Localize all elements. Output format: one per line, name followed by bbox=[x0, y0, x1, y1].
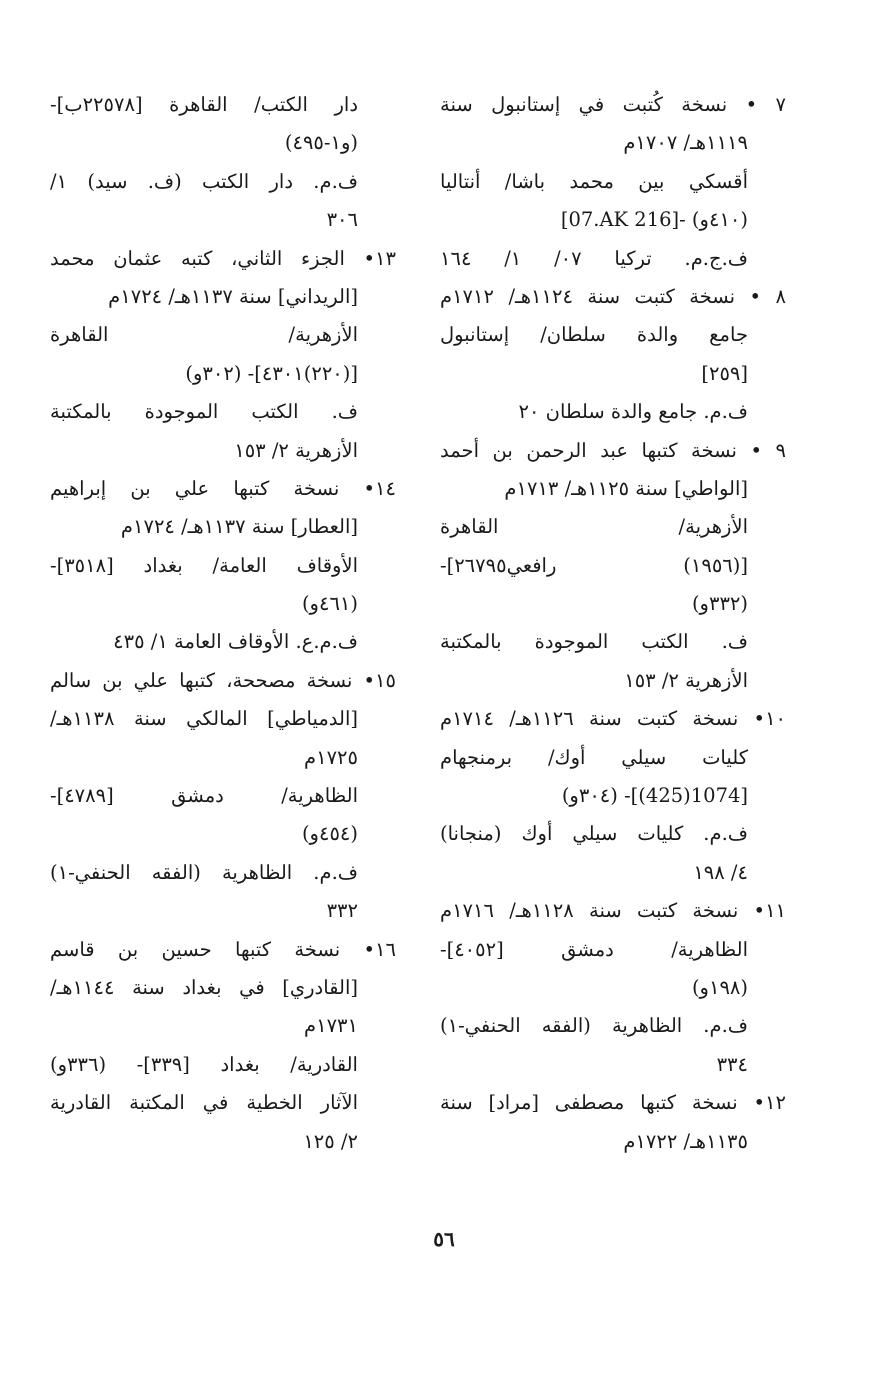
entry-line: ف.ج.م. تركيا ٠٧/ ١/ ١٦٤ bbox=[440, 246, 748, 270]
entry-line: ٣٠٦ bbox=[326, 208, 358, 232]
entry-line: ف.م. دار الكتب (ف. سيد) ١/ bbox=[50, 169, 358, 193]
entry-line: (١٩٨و) bbox=[691, 975, 748, 999]
entry-line: ف.م. الظاهرية (الفقه الحنفي-١) bbox=[440, 1014, 748, 1038]
entry-line: [(١٩٥٦) رافعي٢٦٧٩٥]- bbox=[440, 553, 748, 577]
entry-line: ٣٣٤ bbox=[716, 1052, 748, 1076]
manuscript-entry-7 bbox=[440, 86, 786, 278]
entry-line: ١١٣٥هـ/ ١٧٢٢م bbox=[623, 1129, 748, 1153]
entry-line: ١٧٢٥م bbox=[304, 745, 358, 769]
entry-line: ٧ • نسخة كُتبت في إستانبول سنة bbox=[440, 93, 786, 116]
entry-line: ١٠• نسخة كتبت سنة ١١٢٦هـ/ ١٧١٤م bbox=[440, 707, 787, 731]
entry-line: [1074(425)]- (٣٠٤و) bbox=[561, 784, 748, 808]
entry-line: ١١• نسخة كتبت سنة ١١٢٨هـ/ ١٧١٦م bbox=[440, 899, 787, 923]
entry-line: (٣٣٢و) bbox=[691, 592, 748, 616]
entry-line: أقسكي بين محمد باشا/ أنتاليا bbox=[440, 169, 748, 193]
entry-line: [الواطي] سنة ١١٢٥هـ/ ١٧١٣م bbox=[504, 476, 748, 500]
manuscript-entry-10 bbox=[440, 700, 786, 892]
manuscript-entry-15 bbox=[50, 662, 396, 931]
right-column bbox=[440, 86, 786, 1161]
entry-line: [الدمياطي] المالكي سنة ١١٣٨هـ/ bbox=[50, 707, 358, 731]
entry-line: [القادري] في بغداد سنة ١١٤٤هـ/ bbox=[50, 975, 358, 999]
manuscript-entry-16 bbox=[50, 931, 396, 1161]
entry-line: [٢٥٩] bbox=[701, 361, 748, 385]
manuscript-entry-12 bbox=[440, 1084, 786, 1161]
entry-line: ١٢• نسخة كتبها مصطفى [مراد] سنة bbox=[440, 1091, 786, 1115]
entry-line: ف.م.ع. الأوقاف العامة ١/ ٤٣٥ bbox=[113, 630, 358, 654]
entry-line: جامع والدة سلطان/ إستانبول bbox=[440, 323, 748, 347]
manuscript-entry-9 bbox=[440, 432, 786, 701]
entry-line: ف.م. كليات سيلي أوك (منجانا) bbox=[440, 822, 748, 846]
entry-line: الأزهرية/ القاهرة bbox=[440, 515, 748, 539]
entry-line: ١٧٣١م bbox=[304, 1014, 358, 1038]
entry-line: ٨ • نسخة كتبت سنة ١١٢٤هـ/ ١٧١٢م bbox=[440, 284, 786, 308]
entry-line: ١١١٩هـ/ ١٧٠٧م bbox=[623, 131, 748, 155]
entry-line: ف.م. الظاهرية (الفقه الحنفي-١) bbox=[50, 860, 358, 884]
manuscript-entry-12-continued bbox=[50, 86, 396, 240]
entry-line: ٤/ ١٩٨ bbox=[693, 860, 748, 884]
manuscript-entry-13 bbox=[50, 240, 396, 470]
entry-line: الظاهرية/ دمشق [٤٧٨٩]- bbox=[50, 784, 358, 808]
entry-line: القادرية/ بغداد [٣٣٩]- (٣٣٦و) bbox=[50, 1052, 358, 1076]
entry-line: دار الكتب/ القاهرة [٢٢٥٧٨ب]- bbox=[50, 93, 358, 116]
entry-line: الأوقاف العامة/ بغداد [٣٥١٨]- bbox=[50, 553, 358, 577]
entry-line: ف. الكتب الموجودة بالمكتبة bbox=[50, 400, 358, 424]
left-column bbox=[50, 86, 396, 1161]
entry-line: الأزهرية/ القاهرة bbox=[50, 323, 358, 347]
entry-line: ٩ • نسخة كتبها عبد الرحمن بن أحمد bbox=[440, 438, 786, 462]
entry-line: [الريداني] سنة ١١٣٧هـ/ ١٧٢٤م bbox=[108, 284, 358, 308]
entry-line: كليات سيلي أوك/ برمنجهام bbox=[440, 745, 748, 769]
entry-line: ١٣• الجزء الثاني، كتبه عثمان محمد bbox=[50, 246, 396, 270]
entry-line: (٤٥٤و) bbox=[301, 822, 358, 846]
entry-line: [07.AK 216]- (٤١٠و) bbox=[560, 208, 748, 232]
entry-line: ٢/ ١٢٥ bbox=[303, 1129, 358, 1153]
entry-line: ١٤• نسخة كتبها علي بن إبراهيم bbox=[50, 476, 396, 500]
page-number: ٥٦ bbox=[433, 1227, 455, 1251]
manuscript-entry-8 bbox=[440, 278, 786, 432]
entry-line: الأزهرية ٢/ ١٥٣ bbox=[234, 438, 358, 462]
entry-line: الأزهرية ٢/ ١٥٣ bbox=[624, 668, 748, 692]
entry-line: (و١-٤٩٥) bbox=[284, 131, 358, 155]
manuscript-entry-14 bbox=[50, 470, 396, 662]
entry-line: ف.م. جامع والدة سلطان ٢٠ bbox=[518, 400, 748, 424]
entry-line: الظاهرية/ دمشق [٤٠٥٢]- bbox=[440, 937, 748, 961]
entry-line: الآثار الخطية في المكتبة القادرية bbox=[50, 1091, 358, 1115]
entry-line: [(٢٢٠)٤٣٠١]- (٣٠٢و) bbox=[185, 361, 358, 385]
entry-line: ف. الكتب الموجودة بالمكتبة bbox=[440, 630, 748, 654]
entry-line: ١٦• نسخة كتبها حسين بن قاسم bbox=[50, 937, 396, 961]
entry-line: ١٥• نسخة مصححة، كتبها علي بن سالم bbox=[50, 668, 396, 692]
entry-line: (٤٦١و) bbox=[301, 592, 358, 616]
entry-line: [العطار] سنة ١١٣٧هـ/ ١٧٢٤م bbox=[120, 515, 358, 539]
manuscript-entry-11 bbox=[440, 892, 786, 1084]
entry-line: ٣٣٢ bbox=[326, 899, 358, 923]
